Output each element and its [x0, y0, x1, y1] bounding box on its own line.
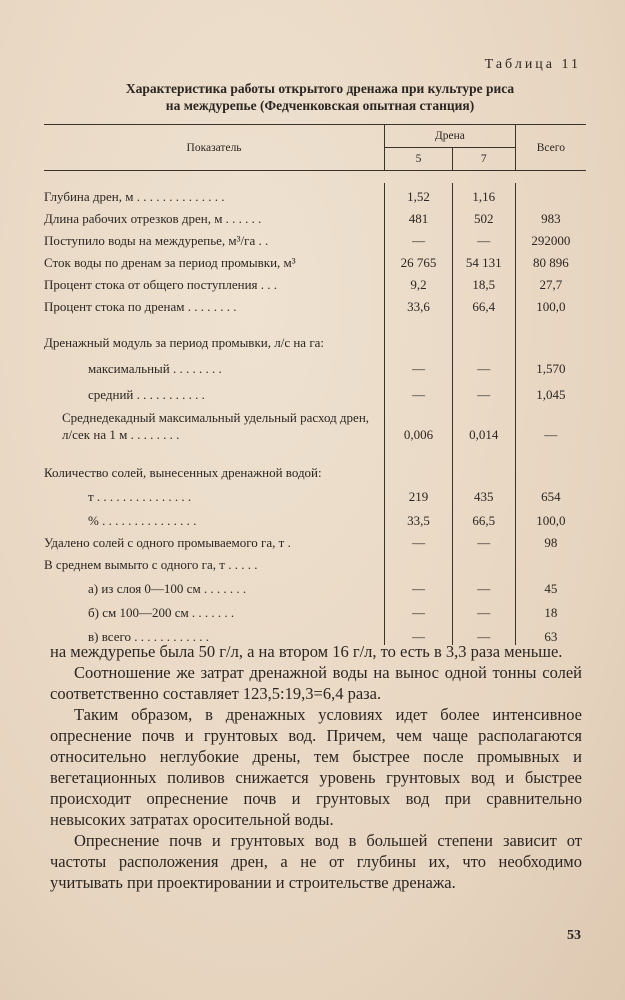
cell-total: 27,7: [515, 271, 586, 293]
cell-total: 983: [515, 205, 586, 227]
table-row: [44, 271, 586, 293]
cell-drain-7: —: [452, 529, 515, 551]
row-label: б) см 100—200 см . . . . . . .: [88, 605, 235, 620]
row-label: в) всего . . . . . . . . . . . .: [88, 629, 209, 644]
cell-drain-5: —: [385, 227, 453, 249]
row-label: % . . . . . . . . . . . . . . .: [88, 513, 197, 528]
table-row: [44, 351, 586, 377]
cell-drain-7: [452, 315, 515, 351]
cell-drain-7: 66,5: [452, 505, 515, 529]
table-row: [44, 443, 586, 481]
row-label: Процент стока от общего поступления . . .: [44, 277, 278, 292]
table-row: [44, 505, 586, 529]
cell-drain-5: —: [385, 351, 453, 377]
cell-drain-7: 0,014: [452, 403, 515, 443]
cell-total: 45: [515, 573, 586, 597]
cell-drain-7: 54 131: [452, 249, 515, 271]
table-row: [44, 403, 586, 443]
cell-total: 654: [515, 481, 586, 505]
table-row: [44, 573, 586, 597]
row-label: В среднем вымыто с одного га, т . . . . .: [44, 557, 258, 572]
cell-drain-7: —: [452, 351, 515, 377]
paragraph: Таким образом, в дренажных условиях идет более интенсивное опреснение почв и грунтовых вод. Причем, чем чаще располагаются относительно неглубокие дрены, тем быстрее после промывных и вегетационных поливов снижается уровень грунтовых вод и быстрее происходит опреснение почв и грунтовых вод при сравнительно невысоких затратах оросительной воды.: [50, 705, 582, 829]
cell-drain-7: —: [452, 597, 515, 621]
row-label: Процент стока по дренам . . . . . . . .: [44, 299, 237, 314]
cell-total: [515, 443, 586, 481]
cell-drain-7: 1,16: [452, 183, 515, 205]
cell-total: [515, 551, 586, 573]
cell-total: 292000: [515, 227, 586, 249]
cell-total: 18: [515, 597, 586, 621]
row-label: максимальный . . . . . . . .: [88, 361, 222, 376]
cell-total: 63: [515, 621, 586, 645]
row-label: Среднедекадный максимальный удельный расход дрен, л/сек на 1 м . . . . . . . .: [62, 410, 370, 442]
row-label: Поступило воды на междурепье, м³/га . .: [44, 233, 269, 248]
header-drain-5: 5: [385, 148, 453, 171]
cell-drain-5: 1,52: [385, 183, 453, 205]
cell-drain-5: [385, 443, 453, 481]
cell-drain-7: 18,5: [452, 271, 515, 293]
header-drain-7: 7: [452, 148, 515, 171]
cell-drain-7: —: [452, 227, 515, 249]
row-label: Длина рабочих отрезков дрен, м . . . . . .: [44, 211, 262, 226]
table-caption: [60, 80, 580, 114]
cell-drain-5: —: [385, 621, 453, 645]
cell-drain-5: 33,6: [385, 293, 453, 315]
cell-drain-5: 26 765: [385, 249, 453, 271]
cell-drain-7: —: [452, 377, 515, 403]
page-number: 53: [567, 928, 581, 943]
paragraph: на междурепье была 50 г/л, а на втором 16 г/л, то есть в 3,3 раза меньше.: [50, 642, 563, 661]
paragraph: Соотношение же затрат дренажной воды на вынос одной тонны солей соответственно составляет 123,5:19,3=6,4 раза.: [50, 663, 582, 703]
cell-drain-5: 481: [385, 205, 453, 227]
header-total: Всего: [515, 125, 586, 171]
drainage-table: [44, 124, 586, 645]
cell-total: 1,570: [515, 351, 586, 377]
row-label: Удалено солей с одного промываемого га, т .: [44, 535, 291, 550]
table-number: Таблица 11: [484, 57, 581, 72]
cell-drain-5: —: [385, 573, 453, 597]
cell-total: 98: [515, 529, 586, 551]
row-label: Количество солей, вынесенных дренажной водой:: [44, 465, 322, 480]
cell-total: 1,045: [515, 377, 586, 403]
paragraph: Опреснение почв и грунтовых вод в большей степени зависит от частоты расположения дрен, а не от глубины их, что необходимо учитывать при проектировании и строительстве дренажа.: [50, 831, 582, 892]
row-label: Глубина дрен, м . . . . . . . . . . . . . .: [44, 189, 225, 204]
cell-total: 80 896: [515, 249, 586, 271]
table-row: [44, 377, 586, 403]
caption-line-1: Характеристика работы открытого дренажа при культуре риса: [125, 81, 515, 96]
cell-total: 100,0: [515, 505, 586, 529]
row-label: Дренажный модуль за период промывки, л/с на га:: [44, 335, 325, 350]
table-row: [44, 315, 586, 351]
cell-drain-5: —: [385, 529, 453, 551]
cell-drain-7: [452, 551, 515, 573]
table-row: [44, 481, 586, 505]
row-label: Сток воды по дренам за период промывки, м³: [44, 255, 296, 270]
cell-drain-5: 0,006: [385, 403, 453, 443]
cell-total: [515, 183, 586, 205]
cell-drain-7: 66,4: [452, 293, 515, 315]
cell-total: 100,0: [515, 293, 586, 315]
cell-drain-5: 9,2: [385, 271, 453, 293]
cell-drain-5: 219: [385, 481, 453, 505]
cell-drain-5: —: [385, 597, 453, 621]
cell-drain-7: —: [452, 573, 515, 597]
table-row: [44, 529, 586, 551]
cell-drain-7: [452, 443, 515, 481]
header-drains: Дрена: [385, 125, 516, 148]
table-row: [44, 551, 586, 573]
row-label: средний . . . . . . . . . . .: [88, 387, 205, 402]
body-text: [50, 641, 582, 893]
cell-drain-5: [385, 315, 453, 351]
row-label: т . . . . . . . . . . . . . . .: [88, 489, 192, 504]
cell-drain-5: —: [385, 377, 453, 403]
table-row: [44, 205, 586, 227]
cell-drain-5: 33,5: [385, 505, 453, 529]
cell-drain-7: 435: [452, 481, 515, 505]
cell-total: —: [515, 403, 586, 443]
table-row: [44, 227, 586, 249]
cell-drain-7: —: [452, 621, 515, 645]
table-row: [44, 249, 586, 271]
table-row: [44, 183, 586, 205]
cell-drain-7: 502: [452, 205, 515, 227]
caption-line-2: на междурепье (Федченковская опытная станция): [165, 98, 475, 113]
cell-total: [515, 315, 586, 351]
table-row: [44, 293, 586, 315]
table-row: [44, 597, 586, 621]
row-label: а) из слоя 0—100 см . . . . . . .: [88, 581, 247, 596]
cell-drain-5: [385, 551, 453, 573]
header-indicator: Показатель: [44, 125, 385, 171]
